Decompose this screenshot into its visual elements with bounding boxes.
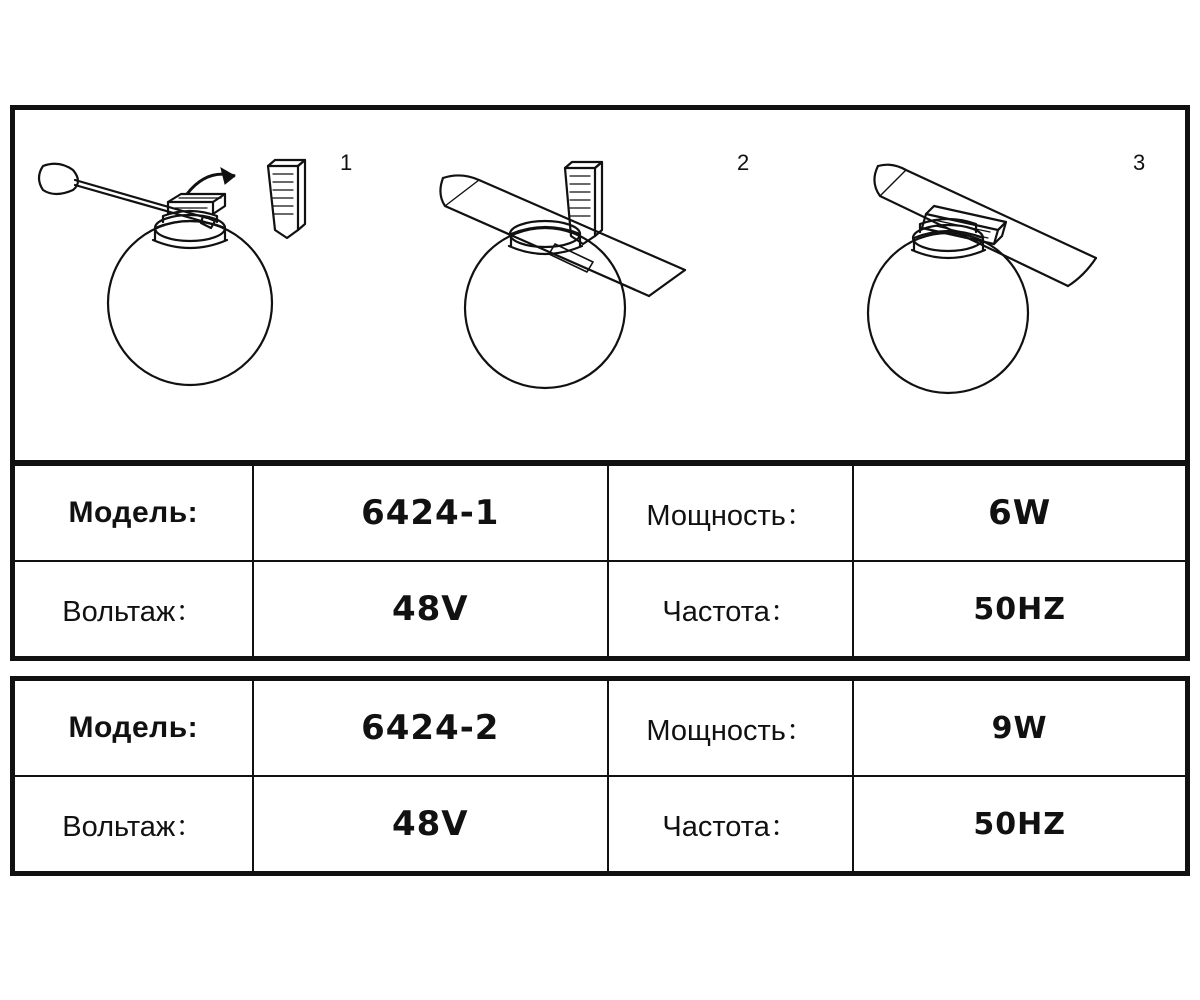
- cell-frequency-value-2: 50HZ: [853, 776, 1185, 871]
- cell-model-label-2: Модель:: [15, 681, 253, 776]
- illustration-panel: [10, 105, 1190, 465]
- spec-table-6424-2: [10, 676, 1190, 876]
- cell-model-value-2: 6424-2: [253, 681, 608, 776]
- figure-step-2: [435, 158, 765, 413]
- cell-voltage-label-1: Вольтаж：: [15, 561, 253, 656]
- step-number-1: 1: [340, 150, 353, 175]
- figure-step-1: [35, 158, 365, 413]
- step-number-2: 2: [737, 150, 750, 175]
- table-row: [15, 561, 1185, 656]
- cell-voltage-label-2: Вольтаж：: [15, 776, 253, 871]
- cell-power-value-1: 6W: [853, 466, 1185, 561]
- cell-model-value-1: 6424-1: [253, 466, 608, 561]
- cell-power-label-2: Мощность：: [608, 681, 853, 776]
- cell-voltage-value-1: 48V: [253, 561, 608, 656]
- cell-power-value-2: 9W: [853, 681, 1185, 776]
- cell-frequency-value-1: 50HZ: [853, 561, 1185, 656]
- cell-power-label-1: Мощность：: [608, 466, 853, 561]
- spec-table-6424-1: [10, 461, 1190, 661]
- cell-frequency-label-2: Частота：: [608, 776, 853, 871]
- step-number-3: 3: [1133, 150, 1146, 175]
- figure-step-3: [830, 158, 1170, 413]
- table-row: [15, 776, 1185, 871]
- cell-frequency-label-1: Частота：: [608, 561, 853, 656]
- cell-voltage-value-2: 48V: [253, 776, 608, 871]
- table-row: [15, 466, 1185, 561]
- cell-model-label-1: Модель:: [15, 466, 253, 561]
- table-row: [15, 681, 1185, 776]
